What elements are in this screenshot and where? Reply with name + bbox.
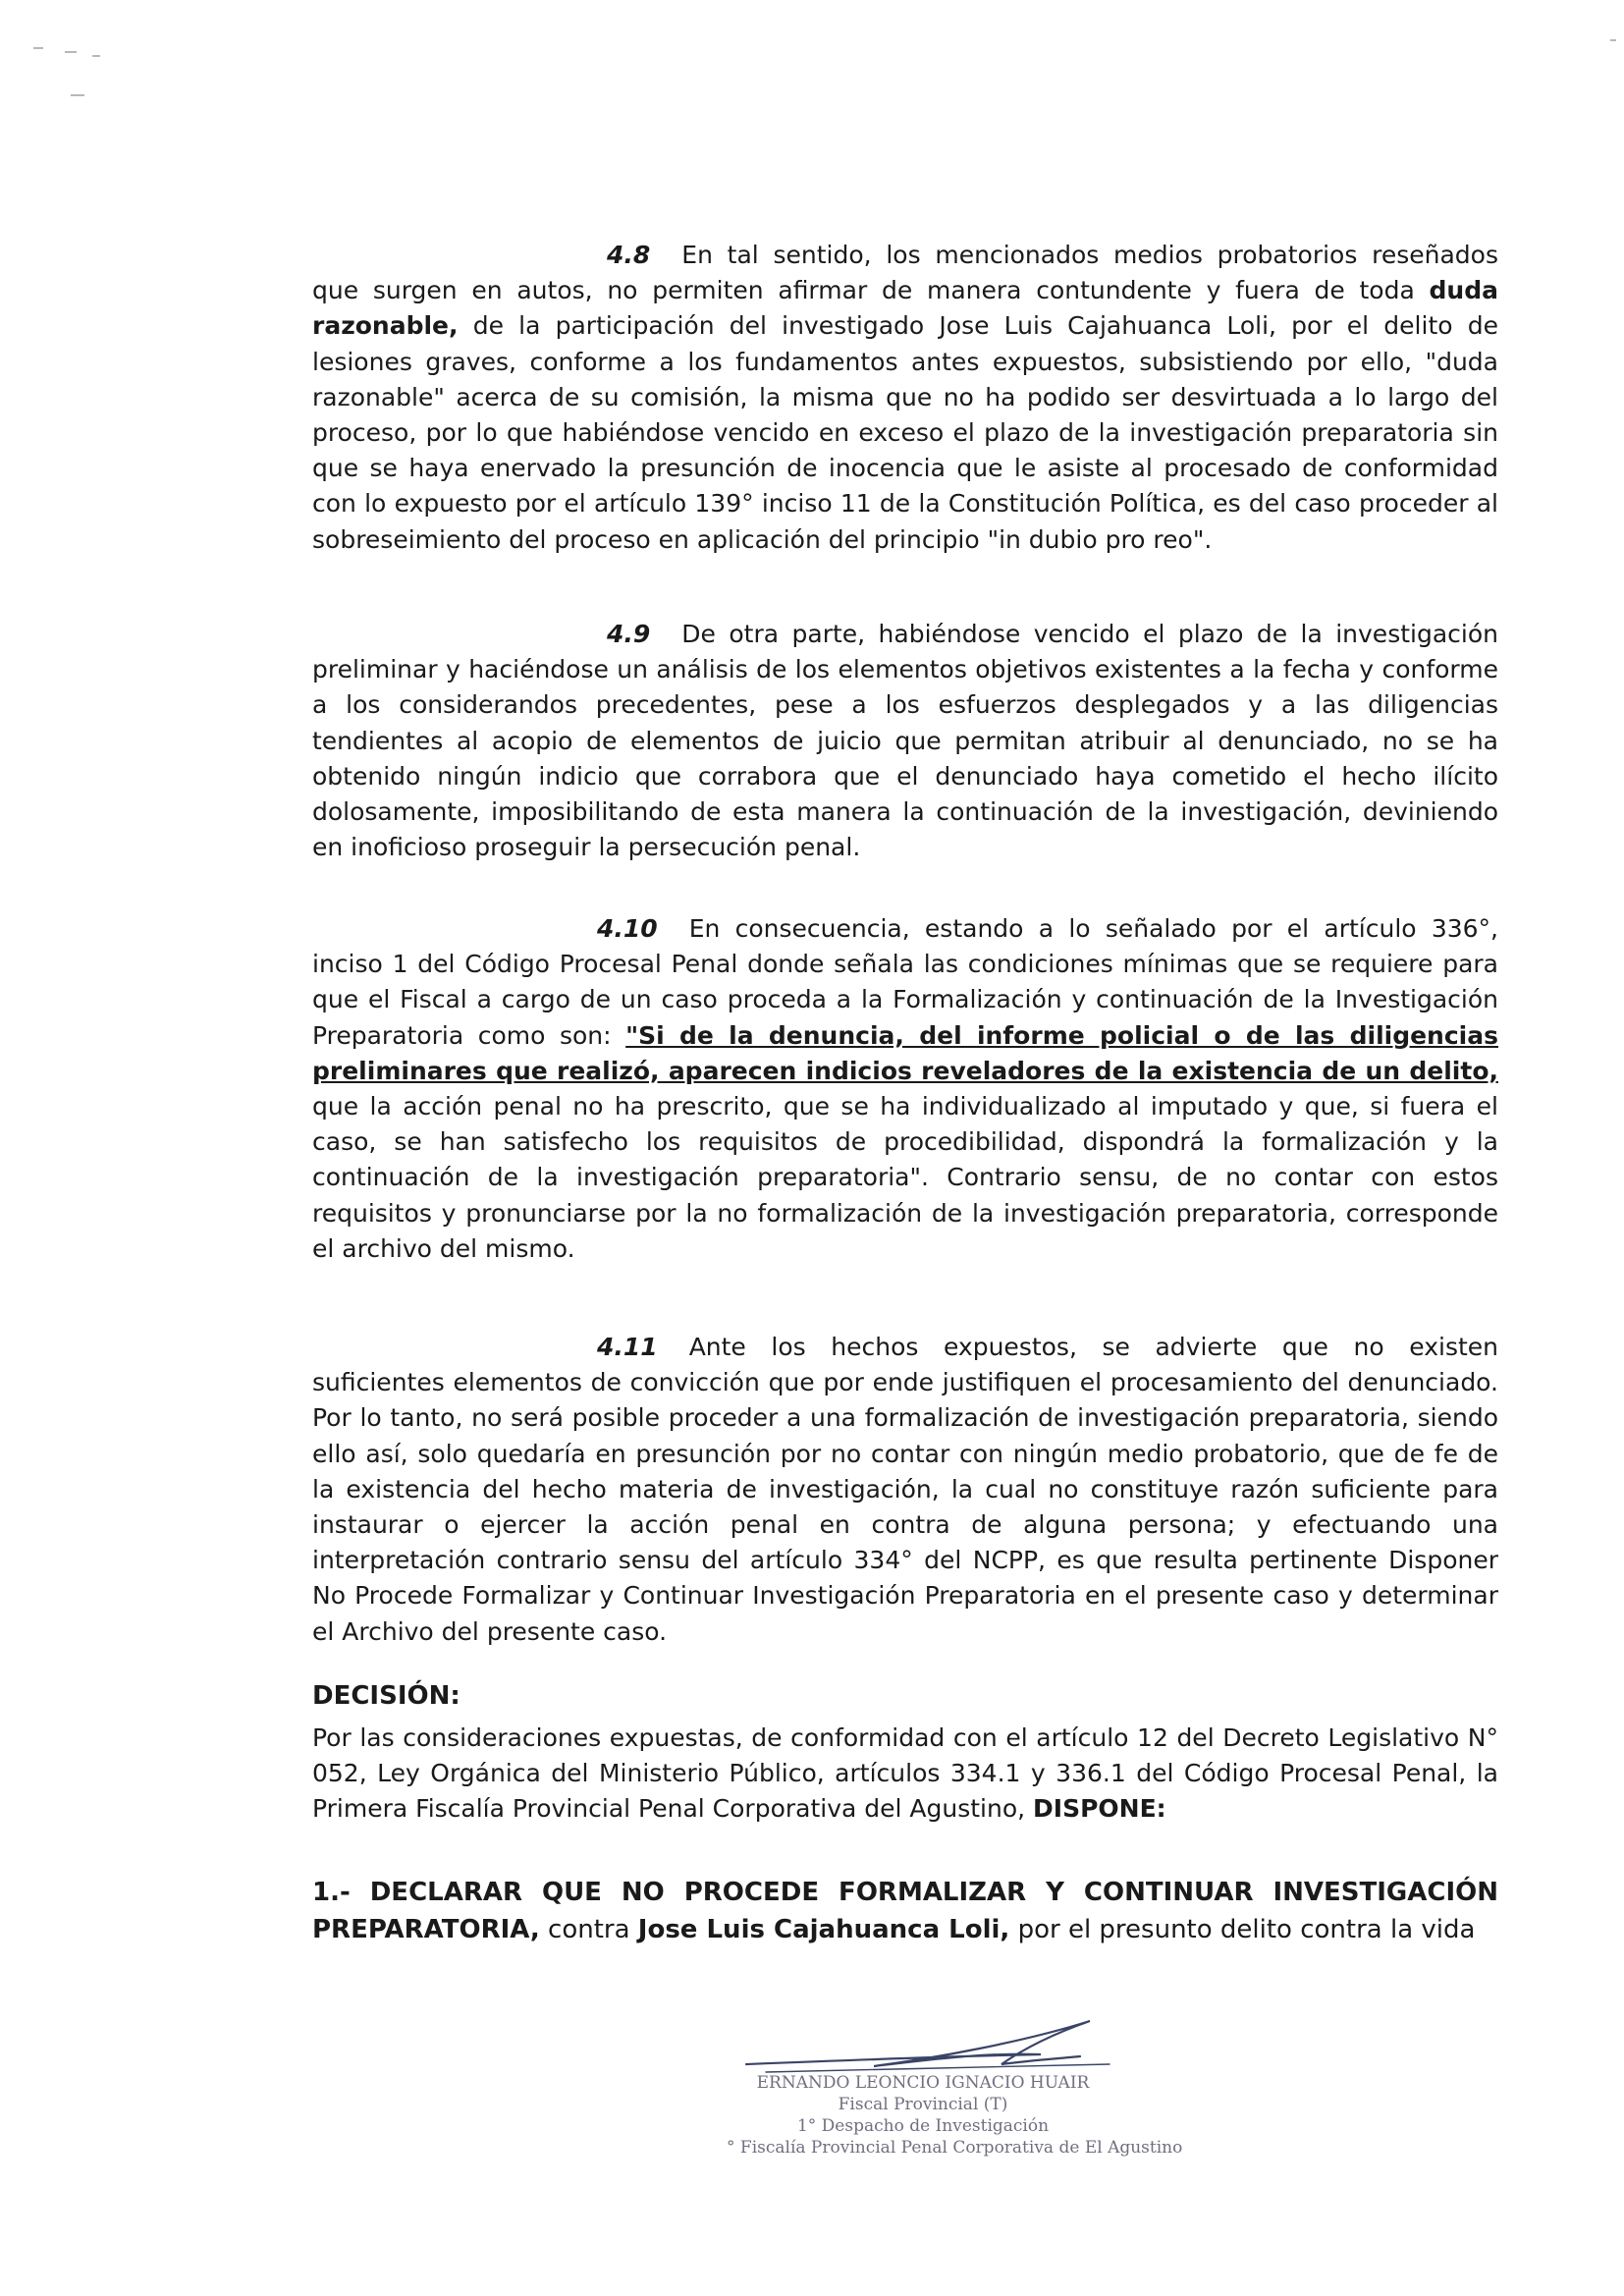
resolution-title: 1.- DECLARAR QUE NO PROCEDE FORMALIZAR Y CONTINUAR INVESTIGACIÓN PREPARATORIA, — [312, 1878, 1498, 1944]
decision-paragraph — [312, 1721, 1498, 1827]
scan-mark — [92, 55, 100, 57]
defendant-name: Jose Luis Cajahuanca Loli, — [637, 1915, 1010, 1944]
paragraph-number: 4.11 — [597, 1333, 658, 1361]
paragraph-number: 4.10 — [597, 914, 658, 943]
emphasis-text: duda razonable, — [312, 276, 1498, 341]
dispone-label: DISPONE: — [1033, 1794, 1166, 1823]
scan-mark — [65, 51, 77, 53]
scan-mark — [1610, 39, 1616, 41]
paragraph-text: Por las consideraciones expuestas, de conformidad con el artículo 12 del Decreto Legislativo N° 052, Ley Orgánica del Ministerio Público, artículos 334.1 y 336.1 del Código Procesal Penal, la Primera Fiscalía Provincial Penal Corporativa del Agustino, — [312, 1723, 1498, 1823]
stamp-office: 1° Despacho de Investigación — [796, 2116, 1050, 2136]
stamp-name: ERNANDO LEONCIO IGNACIO HUAIR — [756, 2073, 1090, 2093]
quoted-legal-text: "Si de la denuncia, del informe policial o de las diligencias preliminares que realizó, aparecen indicios reveladores de la existencia de un delito, — [312, 1020, 1498, 1085]
paragraph-text: En consecuencia, estando a lo señalado por el artículo 336°, inciso 1 del Código Procesal Penal donde señala las condiciones mínimas que se requiere para que el Fiscal a cargo de un caso proceda a la Formalización y continuación de la Investigación Preparatoria como son: — [312, 914, 1498, 1050]
paragraph-4-10 — [312, 911, 1498, 1267]
scan-mark — [33, 47, 43, 49]
decision-heading: DECISIÓN: — [312, 1681, 460, 1711]
paragraph-number: 4.8 — [607, 241, 651, 269]
paragraph-4-11 — [312, 1330, 1498, 1650]
paragraph-4-9 — [312, 617, 1498, 865]
paragraph-text: de la participación del investigado Jose Luis Cajahuanca Loli, por el delito de lesiones graves, conforme a los fundamentos antes expuestos, subsistiendo por ello, "duda razonable" acerca de su comisión, la misma que no ha podido ser desvirtuada a lo largo del proceso, por lo que habiéndose vencido en exceso el plazo de la investigación preparatoria sin que se haya enervado la presunción de inocencia que le asiste al procesado de conformidad con lo expuesto por el artículo 139° inciso 11 de la Constitución Política, es del caso proceder al sobreseimiento del proceso en aplicación del principio "in dubio pro reo". — [312, 311, 1498, 554]
paragraph-text: Ante los hechos expuestos, se advierte que no existen suficientes elementos de convicción que por ende justifiquen el procesamiento del denunciado. Por lo tanto, no será posible proceder a una formalización de investigación preparatoria, siendo ello así, solo quedaría en presunción por no contar con ningún medio probatorio, que de fe de la existencia del hecho materia de investigación, la cual no constituye razón suficiente para instaurar o ejercer la acción penal en contra de alguna persona; y efectuando una interpretación contrario sensu del artículo 334° del NCPP, es que resulta pertinente Disponer No Procede Formalizar y Continuar Investigación Preparatoria en el presente caso y determinar el Archivo del presente caso. — [312, 1333, 1498, 1646]
paragraph-text: que la acción penal no ha prescrito, que se ha individualizado al imputado y que, si fuera el caso, se han satisfecho los requisitos de procedibilidad, dispondrá la formalización y la continuación de la investigación preparatoria". Contrario sensu, de no contar con estos requisitos y pronunciarse por la no formalización de la investigación preparatoria, corresponde el archivo del mismo. — [312, 1092, 1498, 1263]
paragraph-text: por el presunto delito contra la vida — [1009, 1915, 1476, 1944]
paragraph-text: En tal sentido, los mencionados medios probatorios reseñados que surgen en autos, no permiten afirmar de manera contundente y fuera de toda — [312, 241, 1498, 305]
paragraph-number: 4.9 — [607, 620, 651, 648]
paragraph-text: De otra parte, habiéndose vencido el plazo de la investigación preliminar y haciéndose un análisis de los elementos objetivos existentes a la fecha y conforme a los considerandos precedentes, pese a los esfuerzos desplegados y a las diligencias tendientes al acopio de elementos de juicio que permitan atribuir al denunciado, no se ha obtenido ningún indicio que corrabora que el denunciado haya cometido el hecho ilícito dolosamente, imposibilitando de esta manera la continuación de la investigación, deviniendo en inoficioso proseguir la persecución penal. — [312, 620, 1498, 862]
paragraph-text: contra — [539, 1915, 638, 1944]
stamp-title: Fiscal Provincial (T) — [838, 2095, 1008, 2114]
paragraph-4-8 — [312, 238, 1498, 558]
official-stamp — [727, 2072, 1183, 2159]
resolution-item-1 — [312, 1874, 1498, 1948]
stamp-agency: ° Fiscalía Provincial Penal Corporativa de El Agustino — [727, 2138, 1183, 2158]
scan-mark — [71, 94, 84, 96]
